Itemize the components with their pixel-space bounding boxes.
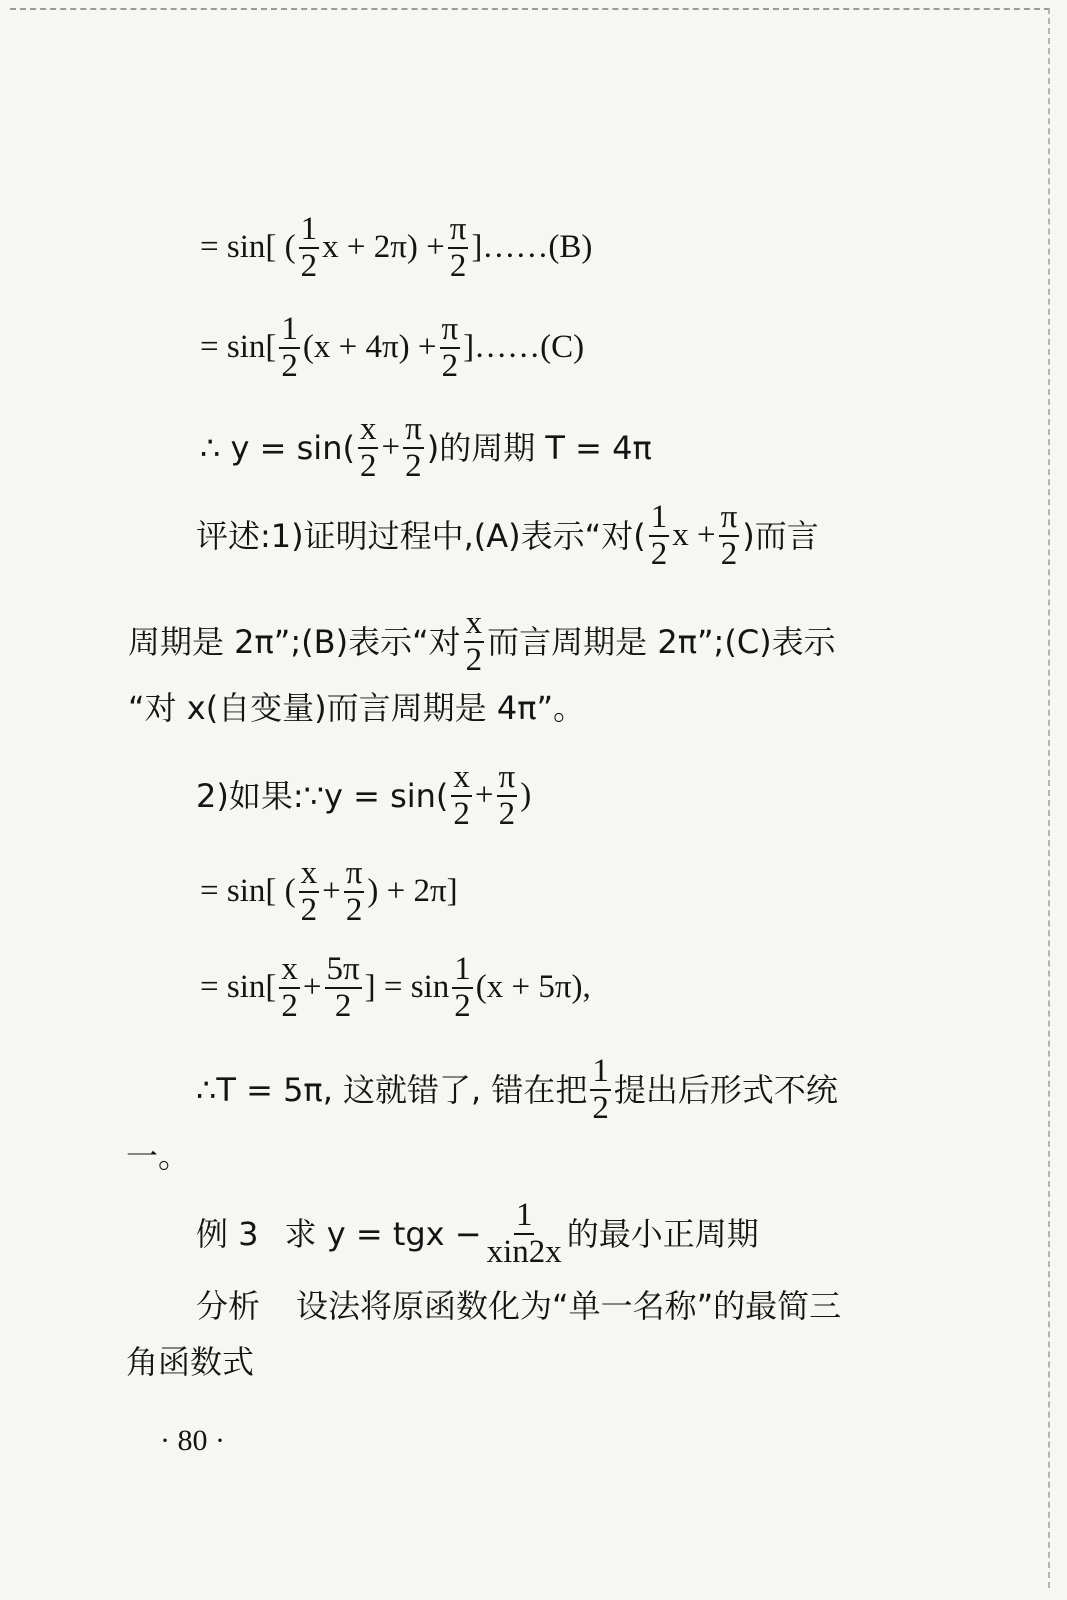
analysis-line-2 (126, 1343, 255, 1381)
text: = sin[ (200, 969, 277, 1006)
text: + (322, 873, 341, 910)
frac-num: π (449, 211, 467, 247)
frac-den: 2 (720, 535, 738, 572)
counterexample-line-1 (196, 760, 531, 831)
text: 设法将原函数化为“单一名称”的最简三 (296, 1287, 842, 1325)
text: “对 x(自变量)而言周期是 4π”。 (128, 689, 586, 727)
fraction-half (452, 952, 473, 1023)
text: ) + 2π] (367, 873, 458, 910)
text: (x + 4π) + (302, 329, 437, 366)
frac-den: 2 (359, 447, 377, 484)
text: ]……(B) (471, 229, 593, 266)
text: ∴ y = sin( (200, 428, 355, 467)
fraction-pi-over-2 (719, 500, 740, 571)
frac-den: 2 (498, 795, 516, 832)
fraction-half (590, 1054, 611, 1125)
equation-line-c (200, 312, 584, 383)
text: (x + 5π), (475, 969, 591, 1006)
frac-den: 2 (453, 795, 470, 832)
fraction-pi-over-2 (448, 212, 469, 283)
fraction-pi-over-2 (344, 856, 365, 927)
analysis-label: 分析 (196, 1287, 261, 1325)
fraction-5pi-over-2 (325, 952, 362, 1023)
frac-den: 2 (281, 987, 298, 1024)
fraction-x-over-2 (358, 412, 379, 483)
frac-num: 1 (454, 951, 471, 987)
text: ]……(C) (463, 329, 585, 366)
frac-den: 2 (454, 987, 471, 1024)
text: = sin[ ( (200, 229, 296, 266)
text: 2)如果:∵y = sin( (196, 776, 449, 815)
text: + (302, 969, 322, 1006)
text: ] = sin (364, 969, 450, 1006)
text: 求 y = tgx − (284, 1214, 482, 1253)
text: 周期是 2π”;(B)表示“对 (128, 622, 461, 661)
frac-num: 1 (281, 311, 298, 347)
frac-den: 2 (300, 247, 318, 284)
fraction-1-over-xin2x (485, 1198, 564, 1269)
text: x + (672, 517, 716, 554)
fraction-pi-over-2 (440, 312, 461, 383)
counterexample-line-3 (200, 952, 591, 1023)
frac-num: x (281, 951, 298, 987)
frac-num: π (405, 411, 422, 447)
commentary-line-3 (128, 689, 586, 727)
frac-num: x (465, 605, 483, 641)
commentary-line-1 (196, 500, 819, 571)
text: + (381, 429, 401, 466)
frac-den: 2 (449, 247, 467, 284)
text: ) (520, 777, 532, 814)
counterexample-line-2 (200, 856, 458, 927)
example-label: 例 3 (196, 1214, 259, 1253)
frac-den: xin2x (486, 1233, 562, 1270)
frac-den: 2 (650, 535, 668, 572)
fraction-pi-over-2 (497, 760, 518, 831)
text: + (474, 777, 494, 814)
page-number: · 80 · (160, 1424, 225, 1457)
text: = sin[ ( (200, 873, 296, 910)
analysis-line-1 (196, 1287, 842, 1325)
fraction-half (299, 212, 320, 283)
error-explanation-line (196, 1054, 838, 1125)
frac-den: 2 (465, 641, 483, 678)
fraction-half (649, 500, 670, 571)
example-3-heading (196, 1198, 759, 1269)
frac-den: 2 (300, 891, 318, 928)
conclusion-line (200, 412, 652, 483)
frac-den: 2 (592, 1089, 609, 1126)
fraction-pi-over-2 (403, 412, 424, 483)
fraction-half (279, 312, 300, 383)
fraction-x-over-2 (451, 760, 472, 831)
text: )而言 (742, 516, 819, 555)
frac-num: 1 (515, 1197, 533, 1233)
text: 评述:1)证明过程中,(A)表示“对( (196, 516, 646, 555)
text: ∴T = 5π, 这就错了, 错在把 (196, 1070, 588, 1109)
text: 角函数式 (126, 1343, 255, 1381)
frac-num: 5π (326, 951, 360, 987)
frac-num: π (345, 855, 363, 891)
frac-den: 2 (281, 347, 298, 384)
text: )的周期 T = 4π (426, 428, 652, 467)
frac-num: x (453, 759, 470, 795)
error-explanation-end (126, 1137, 191, 1175)
text: 的最小正周期 (566, 1214, 759, 1253)
frac-num: 1 (650, 499, 668, 535)
fraction-x-over-2 (464, 606, 485, 677)
text: 一。 (126, 1137, 191, 1175)
commentary-line-2 (128, 606, 836, 677)
frac-num: x (359, 411, 377, 447)
text: 提出后形式不统 (613, 1070, 838, 1109)
frac-den: 2 (441, 347, 459, 384)
frac-den: 2 (345, 891, 363, 928)
text: x + 2π) + (322, 229, 445, 266)
frac-num: 1 (300, 211, 318, 247)
frac-den: 2 (405, 447, 422, 484)
equation-line-b (200, 212, 592, 283)
frac-num: x (300, 855, 318, 891)
frac-num: π (498, 759, 516, 795)
text: = sin[ (200, 329, 277, 366)
frac-num: π (720, 499, 738, 535)
frac-den: 2 (334, 987, 352, 1024)
frac-num: 1 (592, 1053, 609, 1089)
fraction-x-over-2 (279, 952, 300, 1023)
text: 而言周期是 2π”;(C)表示 (487, 622, 836, 661)
fraction-x-over-2 (299, 856, 320, 927)
frac-num: π (441, 311, 459, 347)
